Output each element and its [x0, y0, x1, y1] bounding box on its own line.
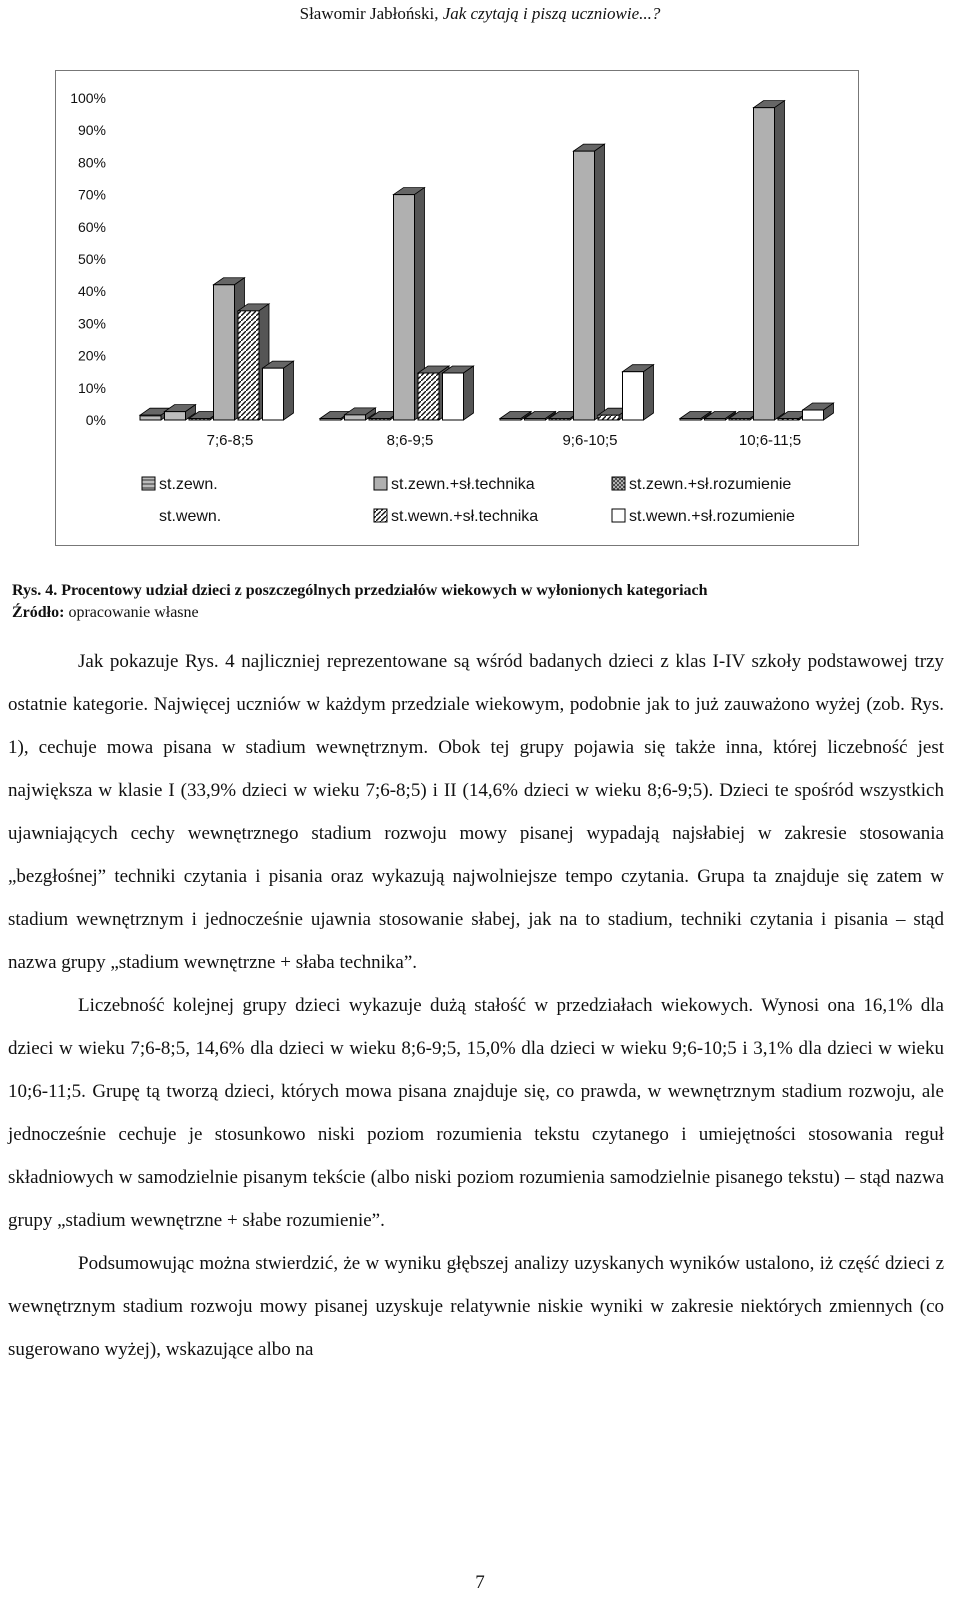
y-tick-label: 40%	[77, 283, 106, 300]
bar-front	[140, 415, 161, 420]
x-tick-label: 8;6-9;5	[386, 432, 434, 449]
bar-front	[598, 415, 619, 420]
legend-item	[142, 476, 218, 493]
bar-front	[500, 419, 521, 421]
legend-label: st.wewn.+sł.rozumienie	[629, 508, 795, 525]
bar-front	[369, 419, 390, 421]
x-tick-label: 9;6-10;5	[562, 432, 618, 449]
caption-label: Rys. 4. Procentowy udział dzieci z poszczególnych przedziałów wiekowych w wyłonionych kategoriach	[12, 582, 708, 599]
bar-front	[778, 419, 799, 421]
page-number: 7	[475, 1572, 485, 1593]
bar-front	[729, 419, 750, 421]
legend-item	[612, 508, 795, 525]
x-tick-label: 7;6-8;5	[206, 432, 254, 449]
bar-front	[754, 108, 775, 420]
caption-source-text: opracowanie własne	[68, 604, 199, 621]
legend-swatch	[142, 477, 155, 490]
bar-side	[464, 366, 474, 420]
x-axis-labels	[207, 432, 801, 449]
y-tick-label: 70%	[77, 186, 106, 203]
legend-label: st.zewn.+sł.rozumienie	[629, 476, 792, 493]
header-title: Jak czytają i piszą uczniowie...?	[442, 4, 661, 23]
bar-front	[443, 373, 464, 420]
bar-front	[320, 419, 341, 421]
bar-front	[525, 419, 546, 421]
legend-swatch	[612, 509, 625, 522]
bar-front	[803, 410, 824, 420]
bar-front	[574, 151, 595, 420]
bar-front	[214, 285, 235, 420]
bar	[263, 361, 294, 420]
bar	[623, 365, 654, 420]
paragraph-3: Podsumowując można stwierdzić, że w wyniku głębszej analizy uzyskanych wyników ustalono, iż część dzieci z wewnętrznym stadium rozwoju mowy pisanej uzyskuje relatywnie niskie wyniki w zakresie niektórych zmiennych (co sugerowano wyżej), wskazujące albo na	[8, 1253, 944, 1360]
y-tick-label: 0%	[85, 412, 106, 428]
y-tick-label: 50%	[77, 251, 106, 267]
bars	[140, 101, 834, 420]
caption-source-label: Źródło:	[12, 604, 65, 621]
y-tick-label: 30%	[77, 315, 106, 332]
x-tick-label: 10;6-11;5	[738, 432, 802, 449]
legend-item	[374, 508, 538, 525]
bar-front	[623, 372, 644, 420]
y-axis-ticks	[70, 90, 106, 428]
y-tick-label: 90%	[77, 122, 106, 139]
legend-item	[612, 476, 791, 493]
bar-front	[418, 373, 439, 420]
legend-label: st.zewn.	[159, 476, 218, 493]
bar-front	[165, 412, 186, 420]
header-author: Sławomir Jabłoński,	[299, 4, 439, 23]
legend-swatch	[612, 477, 625, 490]
legend	[142, 476, 795, 525]
bar	[754, 101, 785, 420]
bar-front	[345, 415, 366, 420]
bar	[803, 403, 834, 420]
y-tick-label: 20%	[77, 347, 106, 364]
bar-front	[238, 311, 259, 420]
figure-caption	[12, 580, 948, 624]
bar-side	[775, 101, 785, 420]
bar-front	[680, 419, 701, 421]
legend-label: st.wewn.+sł.technika	[391, 508, 539, 525]
bar-front	[263, 368, 284, 420]
y-tick-label: 60%	[77, 218, 106, 235]
legend-item	[374, 476, 535, 493]
bar-front	[705, 419, 726, 421]
y-tick-label: 100%	[70, 90, 106, 106]
bar-side	[284, 361, 294, 420]
bar-chart	[56, 71, 860, 547]
y-tick-label: 10%	[77, 379, 106, 396]
y-tick-label: 80%	[77, 154, 106, 171]
figure-chart-frame	[55, 70, 859, 546]
body-text	[8, 640, 944, 1371]
legend-label: st.wewn.	[159, 508, 222, 525]
running-header	[0, 4, 960, 24]
bar	[574, 144, 605, 420]
paragraph-1: Jak pokazuje Rys. 4 najliczniej reprezentowane są wśród badanych dzieci z klas I-IV szkoły podstawowej trzy ostatnie kategorie. Najwięcej uczniów w każdym przedziale wiekowym, podobnie jak to już zauważono wyżej (zob. Rys. 1), cechuje mowa pisana w stadium wewnętrznym. Obok tej grupy pojawia się także inna, której liczebność jest największa w klasie I (33,9% dzieci w wieku 7;6-8;5) i II (14,6% dzieci w wieku 8;6-9;5). Dzieci te spośród wszystkich ujawniających cechy wewnętrznego stadium rozwoju mowy pisanej wypadają najsłabiej w zakresie stosowania „bezgłośnej” techniki czytania i pisania oraz wykazują najwolniejsze tempo czytania. Grupa ta znajduje się zatem w stadium wewnętrznym i jednocześnie ujawnia stosowanie słabej, jak na to stadium, techniki czytania i pisania – stąd nazwa grupy „stadium wewnętrzne + słaba technika”.	[8, 651, 944, 973]
bar-front	[549, 419, 570, 421]
bar-side	[595, 144, 605, 420]
legend-swatch	[374, 477, 387, 490]
bar-front	[394, 195, 415, 420]
legend-swatch	[374, 509, 387, 522]
paragraph-2: Liczebność kolejnej grupy dzieci wykazuje dużą stałość w przedziałach wiekowych. Wynosi ona 16,1% dla dzieci w wieku 7;6-8;5, 14,6% dla dzieci w wieku 8;6-9;5, 15,0% dla dzieci w wieku 9;6-10;5 i 3,1% dla dzieci w wieku 10;6-11;5. Grupę tą tworzą dzieci, których mowa pisana znajduje się, co prawda, w wewnętrznym stadium rozwoju, ale jednocześnie cechuje je stosunkowo niski poziom rozumienia tekstu czytanego i umiejętności stosowania reguł składniowych w samodzielnie pisanym tekście (albo niski poziom rozumienia samodzielnie pisanego tekstu) – stąd nazwa grupy „stadium wewnętrzne + słabe rozumienie”.	[8, 995, 944, 1231]
legend-label: st.zewn.+sł.technika	[391, 476, 535, 493]
bar-side	[644, 365, 654, 420]
bar-front	[189, 419, 210, 421]
bar	[443, 366, 474, 420]
legend-item	[159, 508, 221, 525]
